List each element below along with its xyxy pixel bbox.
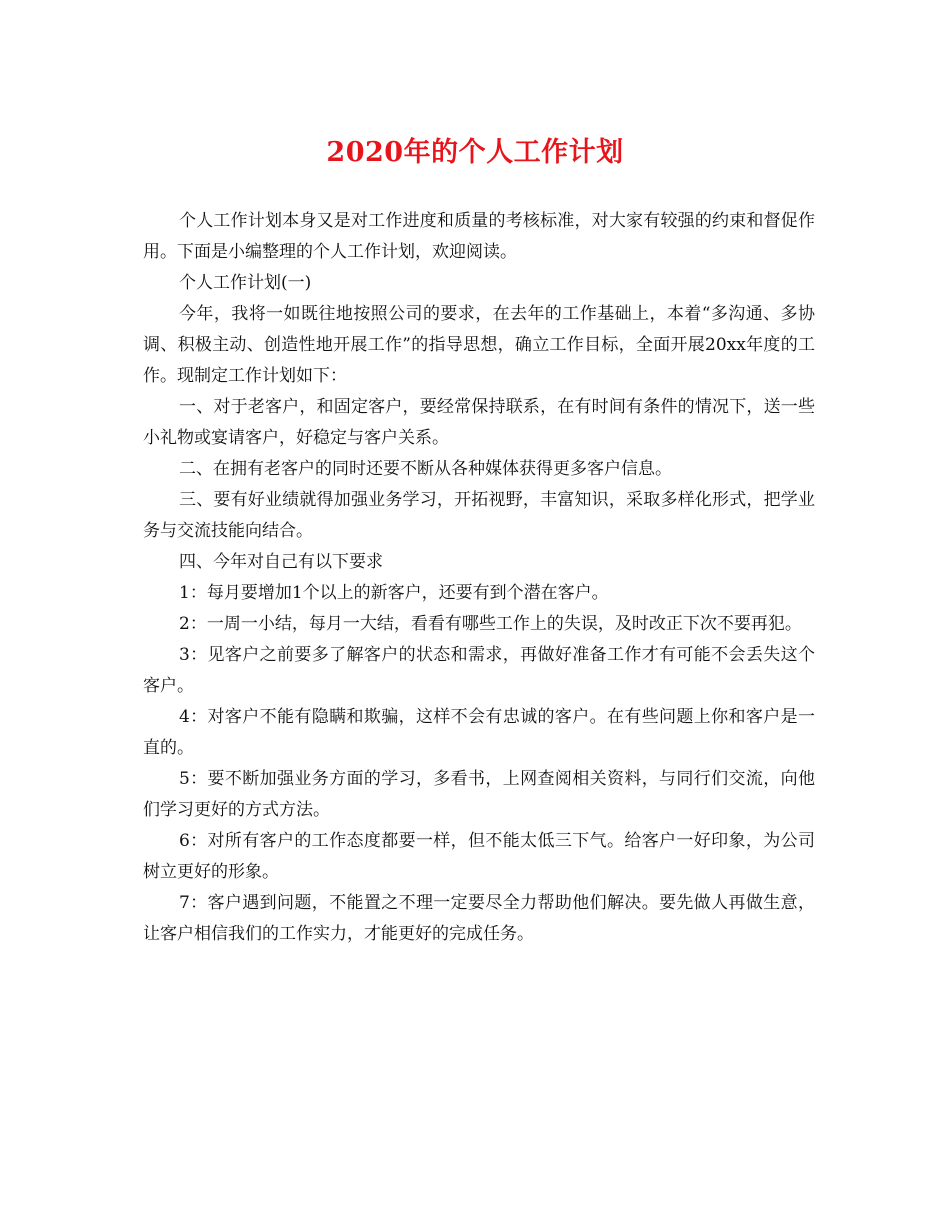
list-item-requirement-4: 4：对客户不能有隐瞒和欺骗，这样不会有忠诚的客户。在有些问题上你和客户是一直的。 xyxy=(143,707,815,758)
list-item-requirement-2: 2：一周一小结，每月一大结，看看有哪些工作上的失误，及时改正下次不要再犯。 xyxy=(179,614,802,634)
list-item-requirement-5: 5：要不断加强业务方面的学习，多看书，上网查阅相关资料，与同行们交流，向他们学习更好的方式方法。 xyxy=(143,769,815,820)
list-item-requirement-3: 3：见客户之前要多了解客户的状态和需求，再做好准备工作才有可能不会丢失这个客户。 xyxy=(143,645,815,696)
paragraph-item-2: 二、在拥有老客户的同时还要不断从各种媒体获得更多客户信息。 xyxy=(179,459,672,479)
list-item-requirement-6: 6：对所有客户的工作态度都要一样，但不能太低三下气。给客户一好印象，为公司树立更好的形象。 xyxy=(143,831,815,882)
document-body xyxy=(143,206,815,950)
paragraph-item-1: 一、对于老客户，和固定客户，要经常保持联系，在有时间有条件的情况下，送一些小礼物或宴请客户，好稳定与客户关系。 xyxy=(143,397,815,448)
paragraph-section-heading: 个人工作计划(一) xyxy=(179,273,312,293)
document-title: 2020年的个人工作计划 xyxy=(326,137,624,168)
paragraph-preface: 今年，我将一如既往地按照公司的要求，在去年的工作基础上，本着“多沟通、多协调、积极主动、创造性地开展工作”的指导思想，确立工作目标，全面开展20xx年度的工作。现制定工作计划如下： xyxy=(143,304,815,386)
paragraph-item-4: 四、今年对自己有以下要求 xyxy=(179,552,383,572)
paragraph-intro: 个人工作计划本身又是对工作进度和质量的考核标准，对大家有较强的约束和督促作用。下面是小编整理的个人工作计划，欢迎阅读。 xyxy=(143,211,815,262)
list-item-requirement-7: 7：客户遇到问题，不能置之不理一定要尽全力帮助他们解决。要先做人再做生意，让客户相信我们的工作实力，才能更好的完成任务。 xyxy=(143,893,815,944)
list-item-requirement-1: 1：每月要增加1个以上的新客户，还要有到个潜在客户。 xyxy=(179,583,609,603)
paragraph-item-3: 三、要有好业绩就得加强业务学习，开拓视野，丰富知识，采取多样化形式，把学业务与交流技能向结合。 xyxy=(143,490,815,541)
